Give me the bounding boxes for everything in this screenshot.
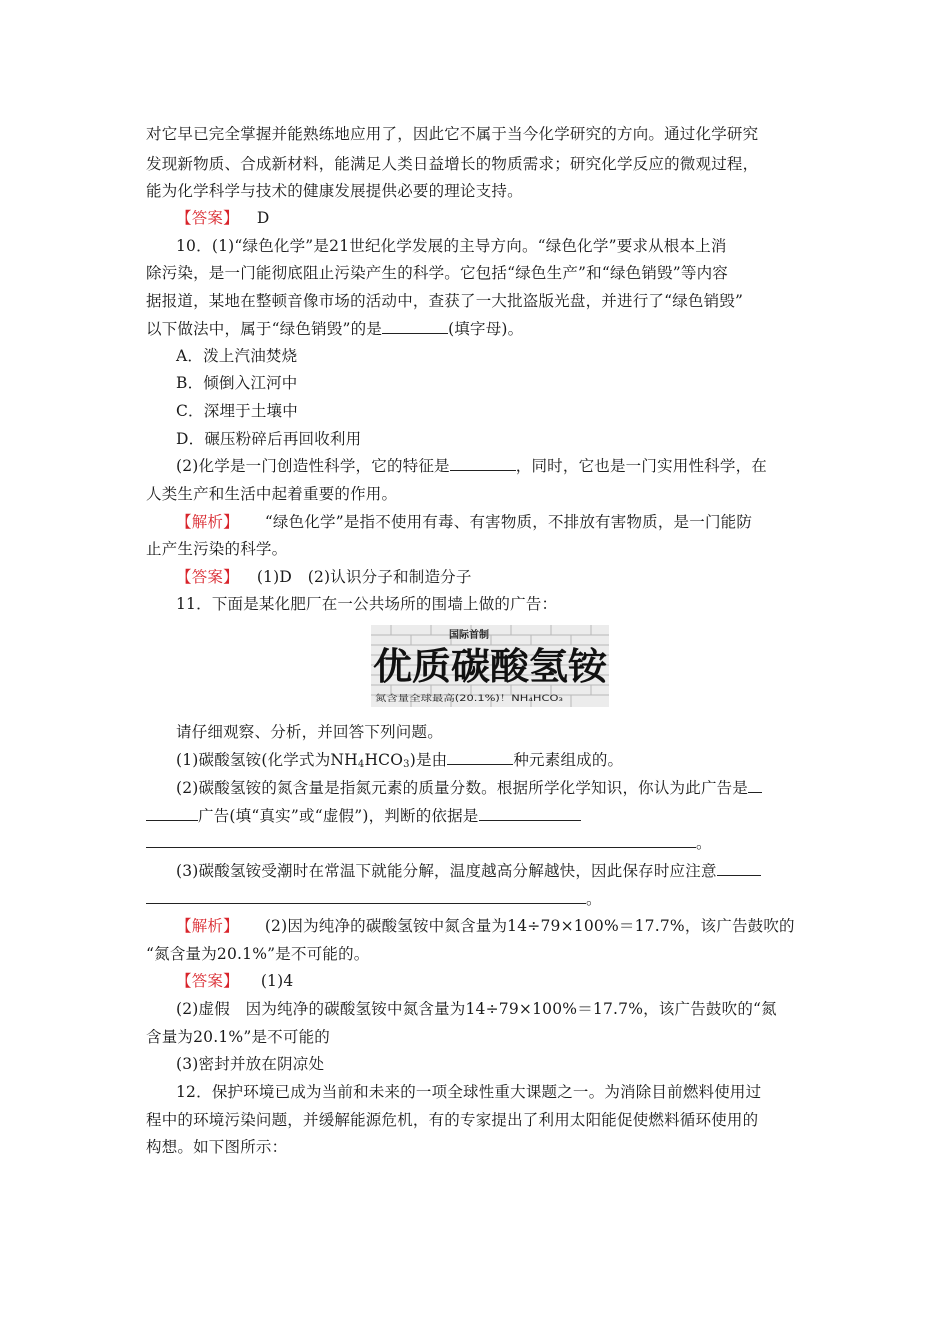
q10-line-text: ，同时，它也是一门实用性科学，在 [515,457,767,475]
q10-line [146,318,810,340]
text-line: 对它早已完全掌握并能熟练地应用了，因此它不属于当今化学研究的方向。通过化学研究 [146,125,759,143]
answer-blank[interactable] [146,832,696,848]
answer-blank[interactable] [748,777,762,793]
option-a: A．泼上汽油焚烧 [176,347,298,365]
q11-line-text: 广告(填“真实”或“虚假”)，判断的依据是 [198,807,479,825]
q10-line: 除污染，是一门能彻底阻止污染产生的科学。它包括“绿色生产”和“绿色销毁”等内容 [146,264,728,282]
q10-line: 10．(1)“绿色化学”是21世纪化学发展的主导方向。“绿色化学”要求从根本上消 [176,237,727,255]
answer-blank[interactable] [450,455,516,471]
text-line: 发现新物质、合成新材料，能满足人类日益增长的物质需求；研究化学反应的微观过程， [146,155,759,173]
text-line: 能为化学科学与技术的健康发展提供必要的理论支持。 [146,182,523,200]
answer-blank[interactable] [447,749,513,765]
q10-line-text: (2)化学是一门创造性科学，它的特征是 [176,457,450,475]
answer-text: (2)虚假 因为纯净的碳酸氢铵中氮含量为14÷79×100%＝17.7%，该广告鼓吹的“氮 [176,1000,777,1018]
q10-line-text: (填字母)。 [448,320,524,338]
q9-answer [176,207,810,229]
q11-line-text: HCO [364,751,404,769]
q10-answer [176,566,810,588]
option-c: C．深埋于土壤中 [176,402,298,420]
subscript: 4 [357,759,365,770]
q11-line [176,749,810,776]
analysis-text: “氮含量为20.1%”是不可能的。 [146,945,370,963]
answer-blank[interactable] [382,318,448,334]
analysis-text: “绿色化学”是指不使用有毒、有害物质，不排放有害物质，是一门能防 [264,513,753,531]
answer-text: (1)D (2)认识分子和制造分子 [256,568,472,586]
q11-line-text: 。 [696,834,712,852]
q11-line: 11．下面是某化肥厂在一公共场所的围墙上做的广告： [176,595,558,613]
q11-line [146,805,810,827]
answer-blank[interactable] [146,805,198,821]
q10-line [176,455,810,477]
subscript: 3 [403,759,410,770]
q10-analysis [176,511,810,533]
q11-line-text: 。 [586,890,602,908]
analysis-text: 止产生污染的科学。 [146,540,288,558]
poster-title: 优质碳酸氢铵 [373,645,609,688]
poster-header: 国际首制 [449,630,489,641]
q12-line: 12．保护环境已成为当前和未来的一项全球性重大课题之一。为消除目前燃料使用过 [176,1083,762,1101]
q11-line [176,860,810,882]
q11-line: 请仔细观察、分析，并回答下列问题。 [176,723,443,741]
q11-line [146,888,810,910]
q11-analysis [176,915,810,937]
answer-blank[interactable] [717,860,761,876]
q11-line [146,832,810,854]
answer-blank[interactable] [146,888,586,904]
analysis-tag: 【解析】 [176,917,239,935]
analysis-tag: 【解析】 [176,513,239,531]
q11-line [176,777,810,799]
answer-tag: 【答案】 [176,972,239,990]
q10-line: 人类生产和生活中起着重要的作用。 [146,485,398,503]
option-b: B．倾倒入江河中 [176,374,298,392]
poster-footer: 氮含量全球最高(20.1%)！NH₄HCO₃ [375,694,516,704]
q11-line-text: (2)碳酸氢铵的氮含量是指氮元素的质量分数。根据所学化学知识，你认为此广告是 [176,779,749,797]
fertilizer-ad-image [371,625,609,707]
answer-text: 含量为20.1%”是不可能的 [146,1028,330,1046]
q10-line: 据报道，某地在整顿音像市场的活动中，查获了一大批盗版光盘，并进行了“绿色销毁” [146,292,744,310]
q12-line: 构想。如下图所示： [146,1138,288,1156]
q11-line-text: (3)碳酸氢铵受潮时在常温下就能分解，温度越高分解越快，因此保存时应注意 [176,862,717,880]
brick-wall-poster [371,625,609,707]
q10-line-text: 以下做法中，属于“绿色销毁”的是 [146,320,383,338]
answer-tag: 【答案】 [176,209,239,227]
analysis-text: (2)因为纯净的碳酸氢铵中氮含量为14÷79×100%＝17.7%，该广告鼓吹的 [264,917,795,935]
option-d: D．碾压粉碎后再回收利用 [176,430,362,448]
answer-tag: 【答案】 [176,568,239,586]
answer-text: (3)密封并放在阴凉处 [176,1055,325,1073]
q11-line-text: (1)碳酸氢铵(化学式为NH [176,751,358,769]
answer-text: (1)4 [260,972,294,990]
q11-line-text: )是由 [409,751,448,769]
answer-blank[interactable] [479,805,581,821]
answer-text: D [256,209,270,227]
q12-line: 程中的环境污染问题，并缓解能源危机，有的专家提出了利用太阳能促使燃料循环使用的 [146,1111,759,1129]
q11-answer [176,970,810,992]
q11-line-text: 种元素组成的。 [513,751,624,769]
